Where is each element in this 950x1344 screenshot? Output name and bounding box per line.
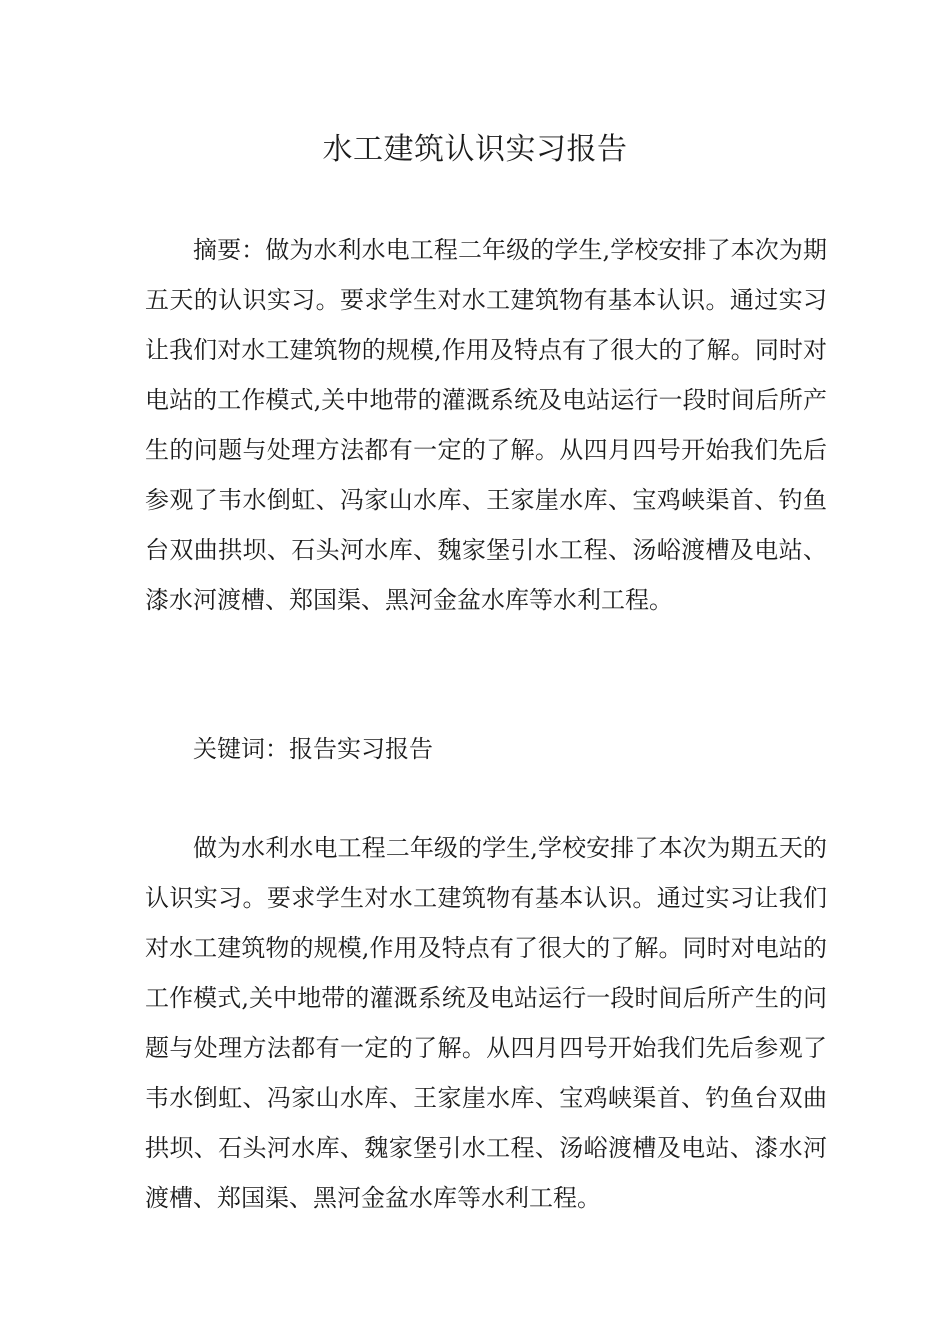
abstract-paragraph: 摘要：做为水利水电工程二年级的学生,学校安排了本次为期五天的认识实习。要求学生对水工建筑物有基本认识。通过实习让我们对水工建筑物的规模,作用及特点有了很大的了解。同时对电站的工作模式,关中地带的灌溉系统及电站运行一段时间后所产生的问题与处理方法都有一定的了解。从四月四号开始我们先后参观了韦水倒虹、冯家山水库、王家崖水库、宝鸡峡渠首、钓鱼台双曲拱坝、石头河水库、魏家堡引水工程、汤峪渡槽及电站、漆水河渡槽、郑国渠、黑河金盆水库等水利工程。 — [145, 236, 827, 614]
body-paragraph: 做为水利水电工程二年级的学生,学校安排了本次为期五天的认识实习。要求学生对水工建筑物有基本认识。通过实习让我们对水工建筑物的规模,作用及特点有了很大的了解。同时对电站的工作模式,关中地带的灌溉系统及电站运行一段时间后所产生的问题与处理方法都有一定的了解。从四月四号开始我们先后参观了韦水倒虹、冯家山水库、王家崖水库、宝鸡峡渠首、钓鱼台双曲拱坝、石头河水库、魏家堡引水工程、汤峪渡槽及电站、漆水河渡槽、郑国渠、黑河金盆水库等水利工程。 — [145, 834, 827, 1212]
keywords-line: 关键词：报告实习报告 — [193, 735, 433, 763]
document-title: 水工建筑认识实习报告 — [322, 132, 628, 167]
